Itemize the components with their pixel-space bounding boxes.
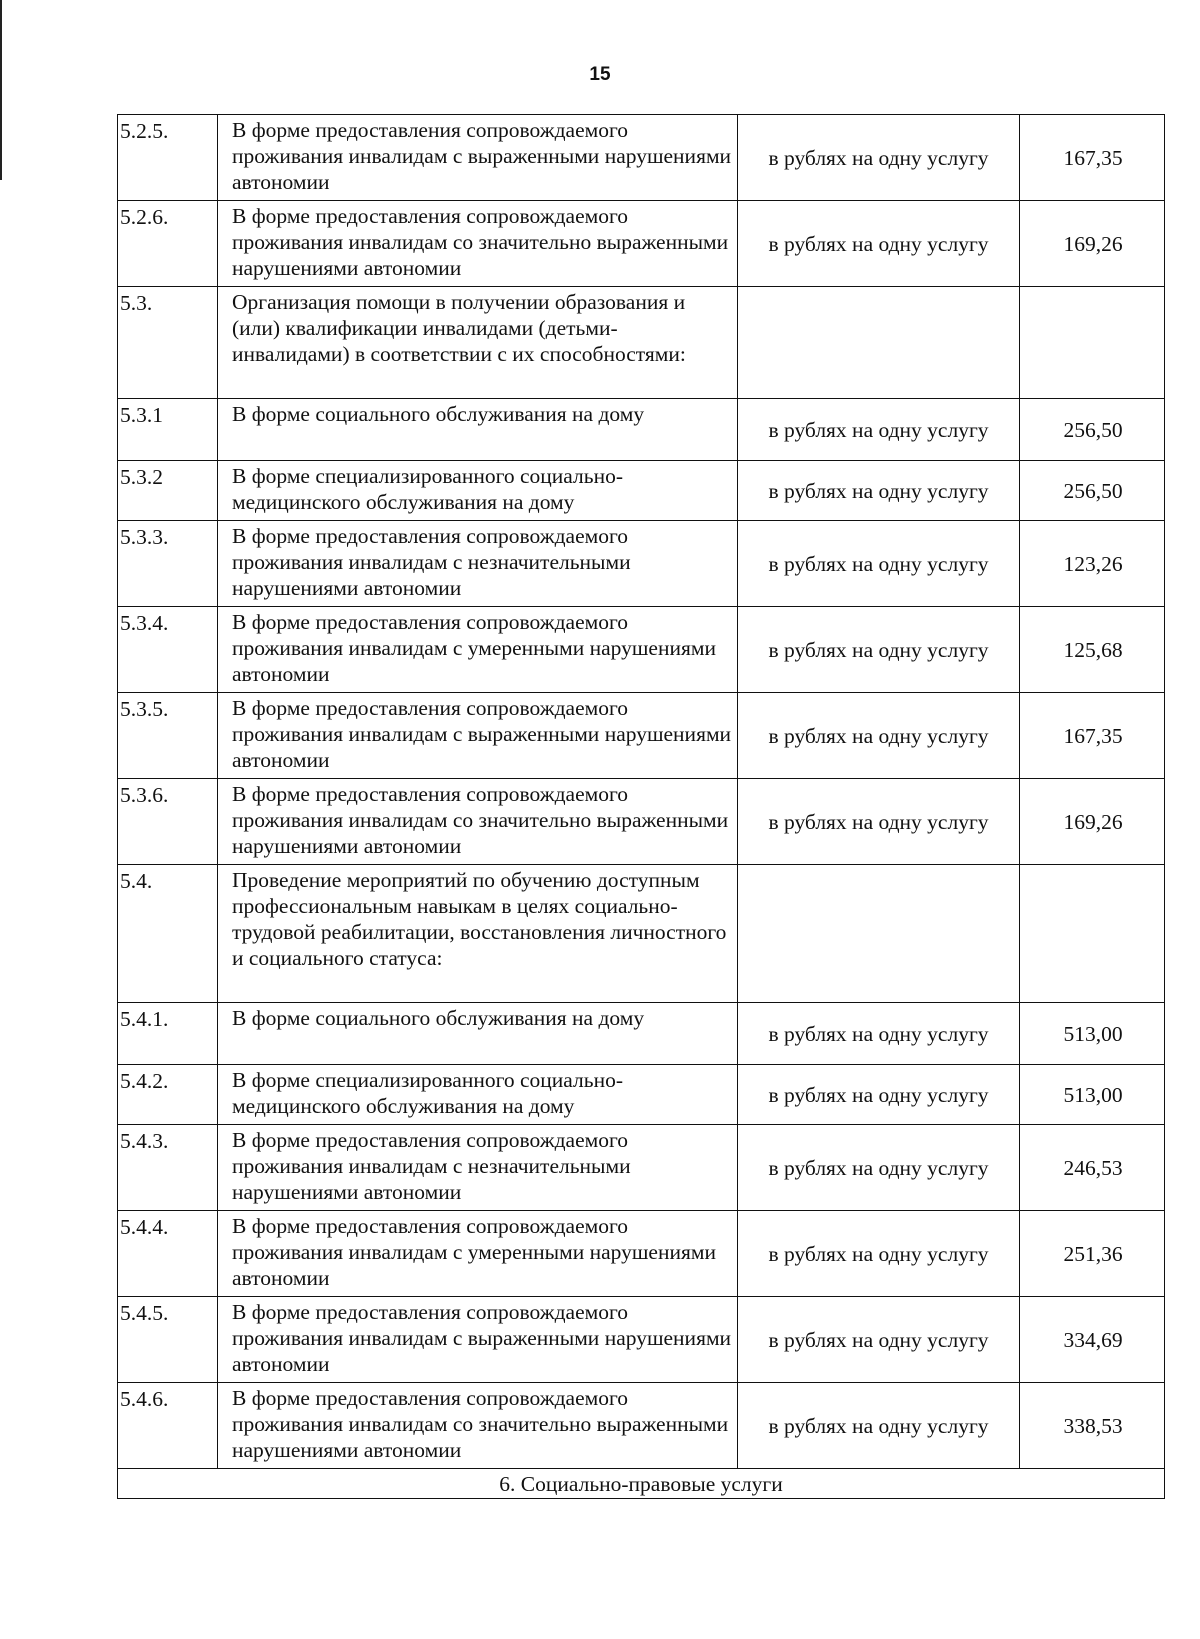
row-unit: в рублях на одну услугу [738,1383,1020,1469]
table-row [118,521,1165,607]
row-number: 5.3.2 [118,461,218,521]
row-service: В форме социального обслуживания на дому [218,1003,738,1065]
scan-edge-line [0,0,2,180]
tariff-table [117,114,1165,1499]
row-number: 5.3.3. [118,521,218,607]
row-value: 334,69 [1020,1297,1165,1383]
row-number: 5.4.1. [118,1003,218,1065]
row-service: Проведение мероприятий по обучению доступным профессиональным навыкам в целях социально-трудовой реабилитации, восстановления личностного и социального статуса: [218,865,738,1003]
row-unit: в рублях на одну услугу [738,1003,1020,1065]
row-service: В форме предоставления сопровождаемого проживания инвалидам с выраженными нарушениями автономии [218,115,738,201]
row-service: В форме предоставления сопровождаемого проживания инвалидам со значительно выраженными нарушениями автономии [218,1383,738,1469]
page-number: 15 [589,64,611,85]
row-number: 5.3. [118,287,218,399]
row-service: В форме предоставления сопровождаемого проживания инвалидам со значительно выраженными нарушениями автономии [218,779,738,865]
row-number: 5.4.2. [118,1065,218,1125]
row-unit: в рублях на одну услугу [738,461,1020,521]
table-row [118,1065,1165,1125]
table-row [118,115,1165,201]
row-unit: в рублях на одну услугу [738,115,1020,201]
section-footer: 6. Социально-правовые услуги [118,1469,1165,1499]
row-service: В форме предоставления сопровождаемого проживания инвалидам с умеренными нарушениями автономии [218,607,738,693]
table-row [118,399,1165,461]
row-service: В форме социального обслуживания на дому [218,399,738,461]
row-number: 5.3.5. [118,693,218,779]
row-unit: в рублях на одну услугу [738,1297,1020,1383]
table-row [118,607,1165,693]
row-value: 169,26 [1020,201,1165,287]
row-value: 256,50 [1020,461,1165,521]
row-number: 5.4. [118,865,218,1003]
row-value: 513,00 [1020,1065,1165,1125]
table-row [118,1211,1165,1297]
table-row [118,865,1165,1003]
row-number: 5.2.6. [118,201,218,287]
row-unit: в рублях на одну услугу [738,1065,1020,1125]
table-row [118,693,1165,779]
row-service: В форме предоставления сопровождаемого проживания инвалидам с выраженными нарушениями автономии [218,693,738,779]
row-service: В форме предоставления сопровождаемого проживания инвалидам со значительно выраженными нарушениями автономии [218,201,738,287]
row-service: В форме специализированного социально-медицинского обслуживания на дому [218,461,738,521]
row-value: 167,35 [1020,693,1165,779]
row-value: 251,36 [1020,1211,1165,1297]
row-value: 125,68 [1020,607,1165,693]
row-number: 5.2.5. [118,115,218,201]
row-unit: в рублях на одну услугу [738,399,1020,461]
table-row [118,779,1165,865]
row-value: 338,53 [1020,1383,1165,1469]
row-service: В форме предоставления сопровождаемого проживания инвалидам с выраженными нарушениями автономии [218,1297,738,1383]
table-row [118,287,1165,399]
row-number: 5.3.1 [118,399,218,461]
table-row [118,1383,1165,1469]
row-value: 513,00 [1020,1003,1165,1065]
row-value [1020,287,1165,399]
row-unit [738,287,1020,399]
row-unit [738,865,1020,1003]
table-row [118,1003,1165,1065]
row-service: В форме предоставления сопровождаемого проживания инвалидам с умеренными нарушениями автономии [218,1211,738,1297]
table-row [118,1125,1165,1211]
table-row [118,1297,1165,1383]
row-value: 167,35 [1020,115,1165,201]
row-value [1020,865,1165,1003]
row-unit: в рублях на одну услугу [738,1211,1020,1297]
row-value: 256,50 [1020,399,1165,461]
row-unit: в рублях на одну услугу [738,779,1020,865]
row-number: 5.3.6. [118,779,218,865]
row-service: В форме специализированного социально-медицинского обслуживания на дому [218,1065,738,1125]
row-unit: в рублях на одну услугу [738,521,1020,607]
table-row [118,201,1165,287]
row-value: 169,26 [1020,779,1165,865]
row-service: В форме предоставления сопровождаемого проживания инвалидам с незначительными нарушениями автономии [218,1125,738,1211]
row-number: 5.4.4. [118,1211,218,1297]
section-row [118,1469,1165,1499]
row-unit: в рублях на одну услугу [738,1125,1020,1211]
table-row [118,461,1165,521]
row-unit: в рублях на одну услугу [738,607,1020,693]
row-number: 5.4.5. [118,1297,218,1383]
row-number: 5.3.4. [118,607,218,693]
row-unit: в рублях на одну услугу [738,201,1020,287]
row-value: 246,53 [1020,1125,1165,1211]
row-unit: в рублях на одну услугу [738,693,1020,779]
row-service: В форме предоставления сопровождаемого проживания инвалидам с незначительными нарушениями автономии [218,521,738,607]
row-number: 5.4.6. [118,1383,218,1469]
row-number: 5.4.3. [118,1125,218,1211]
row-value: 123,26 [1020,521,1165,607]
row-service: Организация помощи в получении образования и (или) квалификации инвалидами (детьми-инвалидами) в соответствии с их способностями: [218,287,738,399]
